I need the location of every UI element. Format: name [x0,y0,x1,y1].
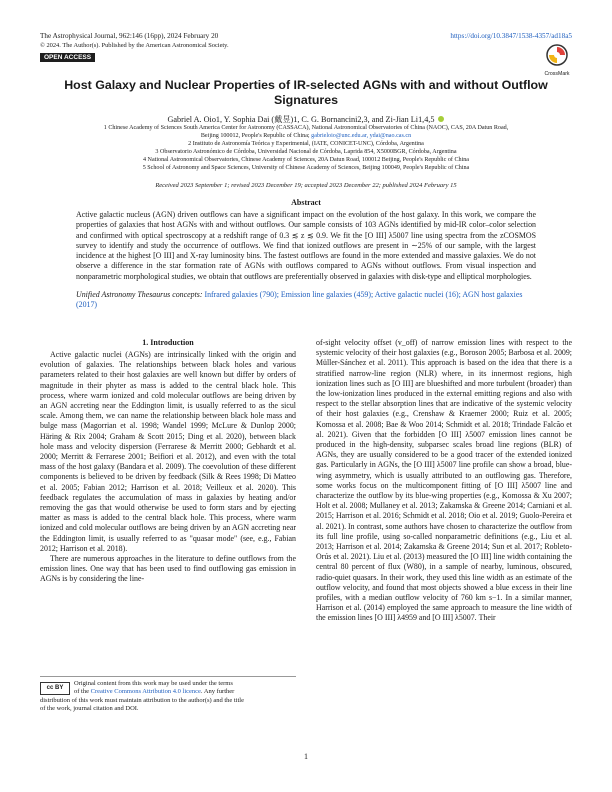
right-column [316,338,572,742]
received-dates: Received 2023 September 1; revised 2023 December 19; accepted 2023 December 22; published 2024 February 15 [155,182,457,189]
intro-paragraph-1: Active galactic nuclei (AGNs) are intrinsically linked with the origin and evolution of galaxies. The relationships between black holes and various parameters related to their host galaxies are well known but differ by orders of magnitude in their phyter as mass is added to the central black hole. This process, where warm ionized and cold molecular outflows are being driven by an AGN accreting near the Eddington limit, is usually referred to as the sicul scale. Among them, we can name the relationship between black hole mass and bulge mass (Magorrian et al. 1998; Wandel 1999; McLure & Dunlop 2000; Häring & Rix 2004; Graham & Scott 2015; Ding et al. 2020), between black hole mass and velocity dispersion (Ferrarese & Merritt 2000; Gebhardt et al. 2000; Merritt & Ferrarese 2001; Beifiori et al. 2012), and even with the total mass of the host galaxy (Bandara et al. 2009). The coevolution of these different components is believed to be driven by feedback (Silk & Rees 1998; Di Matteo et al. 2005; Fabian 2012; Harrison et al. 2018; Veilleux et al. 2020). This feedback regulates the accumulation of mass in galaxies by heating and/or removing the gas that would otherwise be used to form stars and by ejecting matter as mass is added to the central black hole. This process, where warm ionized and cold molecular outflows are being driven by an AGN accreting near the Eddington limit, is usually referred to as "quasar mode" (see, e.g., Fabian 2012; Harrison et al. 2018). [40,350,296,553]
license-line-2b: . Any further [200,688,235,696]
title-line-1: Host Galaxy and Nuclear Properties of IR-selected AGNs with and without Outflow [64,78,548,92]
intro-paragraph-2: There are numerous approaches in the literature to define outflows from the emission lines. One way that has been used to find outflowing gas emission in AGNs is by considering the line- [40,554,296,584]
doi-link[interactable]: https://doi.org/10.3847/1538-4357/ad18a5 [450,32,572,40]
title-line-2: Signatures [273,93,339,107]
affiliation-2: 2 Instituto de Astronomía Teórica y Experimental, (IATE, CONICET-UNC), Córdoba, Argentina [188,141,424,148]
authors-text: Gabriel A. Oio1, Y. Sophia Dai (戴昱)1, C. G. Bornancini2,3, and Zi-Jian Li1,4,5 [167,115,435,124]
crossmark-icon [546,44,568,66]
affiliation-1b: Beijing 100012, People's Republic of China; [200,133,310,140]
license-line-1: Original content from this work may be used under the terms [74,680,233,687]
page-number: 1 [304,752,308,761]
license-text [74,680,296,696]
cc-by-icon[interactable]: cc BY [40,682,70,695]
cc-license-link[interactable]: Creative Commons Attribution 4.0 licence [90,688,201,696]
left-column [40,350,296,650]
affiliation-1: 1 Chinese Academy of Sciences South America Center for Astronomy (CASSACA), National Astronomical Observatories of China (NAOC), CAS, 20A Datun Road, [103,125,509,131]
affiliation-4: 4 National Astronomical Observatories, Chinese Academy of Sciences, 20A Datun Road, 100012 Beijing, People's Republic of China [142,157,470,164]
license-line-4: of the work, journal citation and DOI. [40,705,139,713]
license-line-2a: of the [74,688,89,696]
affiliation-3: 3 Observatorio Astronómico de Córdoba, Universidad Nacional de Córdoba, Laprida 854, X5000BGR, Córdoba, Argentina [155,149,457,156]
crossmark-logo[interactable] [540,44,574,77]
uat-label: Unified Astronomy Thesaurus concepts: [76,290,203,299]
license-divider [40,676,296,677]
abstract-heading: Abstract [291,198,321,207]
uat-terms[interactable]: Infrared galaxies (790); Emission line galaxies (459); Active galactic nuclei (16); AGN host galaxies (2017) [76,290,523,310]
affiliation-5: 5 School of Astronomy and Space Sciences, University of Chinese Academy of Sciences, Beijing 100049, People's Republic of China [142,165,470,172]
license-text-continued [40,697,296,713]
crossmark-label: CrossMark [544,71,570,77]
affiliations [40,124,572,173]
uat-concepts [76,290,536,311]
paper-title [40,78,572,108]
copyright-line: © 2024. The Author(s). Published by the American Astronomical Society. [40,42,229,49]
orcid-icon[interactable] [438,116,444,122]
abstract-text: Active galactic nucleus (AGN) driven outflows can have a significant impact on the evolution of the host galaxy. In this work, we compare the properties of galaxies that host AGNs with and without outflows. Our sample consists of 103 AGNs identified by mid-IR color–color selection and confirmed with optical spectroscopy at a redshift range of 0.3 ≲ z ≲ 0.9. We fit the [O III] λ5007 line using spectra from the zCOSMOS survey to identify and study the occurrence of outflows. We find that ionized outflows are present in ∼25% of our sample, with the largest incidence at the highest [O III] and X-ray luminosity bins. The fastest outflows are found in the more extended and massive galaxies. We do not observe a difference in the star formation rate of AGNs with outflows compared to AGNs without outflows. From visual inspection and nonparametric morphological studies, we obtain that outflows are preferentially observed in galaxies with disk-type and elliptical morphologies. [76,210,536,281]
intro-paragraph-3: of-sight velocity offset (v_off) of narrow emission lines with respect to the systemic velocity of their host galaxies (e.g., Boroson 2005; Barbosa et al. 2009; Müller-Sánchez et al. 2011). This approach is based on the idea that there is a stratified narrow-line region (NLR) where, in its innermost regions, high ionization lines such as [O III] are blueshifted and more turbulent (broader) than the low-ionization lines produced in the external emitting regions and also with respect to the stellar absorption lines that are indicative of the systemic velocity of their host galaxies (e.g., Crenshaw & Kraemer 2000; Ruiz et al. 2005; Komossa et al. 2008; Bae & Woo 2014; Schmidt et al. 2018; Trindade Falcão et al. 2021). Given that the forbidden [O III] λ5007 emission lines cannot be produced in the high-density, subparsec scales broad line regions (BLR) of AGNs, they are usually considered to be a good tracer of the extended ionized gas. Particularly in AGNs, the [O III] λ5007 line profile can show a broad, blue-wing asymmetry, which is usually attributed to an outflowing gas. Therefore, some works focus on the multicomponent fitting of [O III] λ5007 line and characterize the outflow by its blue-wing properties (e.g., Komossa & Xu 2007; Holt et al. 2008; Mullaney et al. 2013; Zakamska & Greene 2014; Carniani et al. 2015; Harrison et al. 2016; Schmidt et al. 2018; Oio et al. 2019; Guolo-Pereira et al. 2021). In contrast, some authors have chosen to characterize the outflow from its full line profile, using so-called nonparametric definitions (e.g., Liu et al. 2013; Harrison et al. 2014; Zakamska & Greene 2014; Sun et al. 2017; Robleto-Orús et al. 2021). Liu et al. (2013) measured the [O III] line width containing the central 80 percent of flux (W80), in a sample of nearby, luminous, obscured, radio-quiet quasars. In their work, they used this line width as an estimate of the outflow velocity, and found that most objects showed a blue excess in their line profiles, with a median outflow velocity of 760 km s−1. In a similar manner, Harrison et al. (2014) employed the same approach to measure the line width of the emission lines [O III] λ4959 and [O III] λ5007. Their [316,338,572,623]
open-access-badge: OPEN ACCESS [40,53,95,62]
intro-heading: 1. Introduction [142,338,194,347]
journal-header: The Astrophysical Journal, 962:146 (16pp), 2024 February 20 [40,32,219,40]
author-emails[interactable]: gabrieloio@unc.edu.ar, ydai@nao.cas.cn [311,133,412,140]
license-line-3: distribution of this work must maintain attribution to the author(s) and the title [40,697,244,704]
